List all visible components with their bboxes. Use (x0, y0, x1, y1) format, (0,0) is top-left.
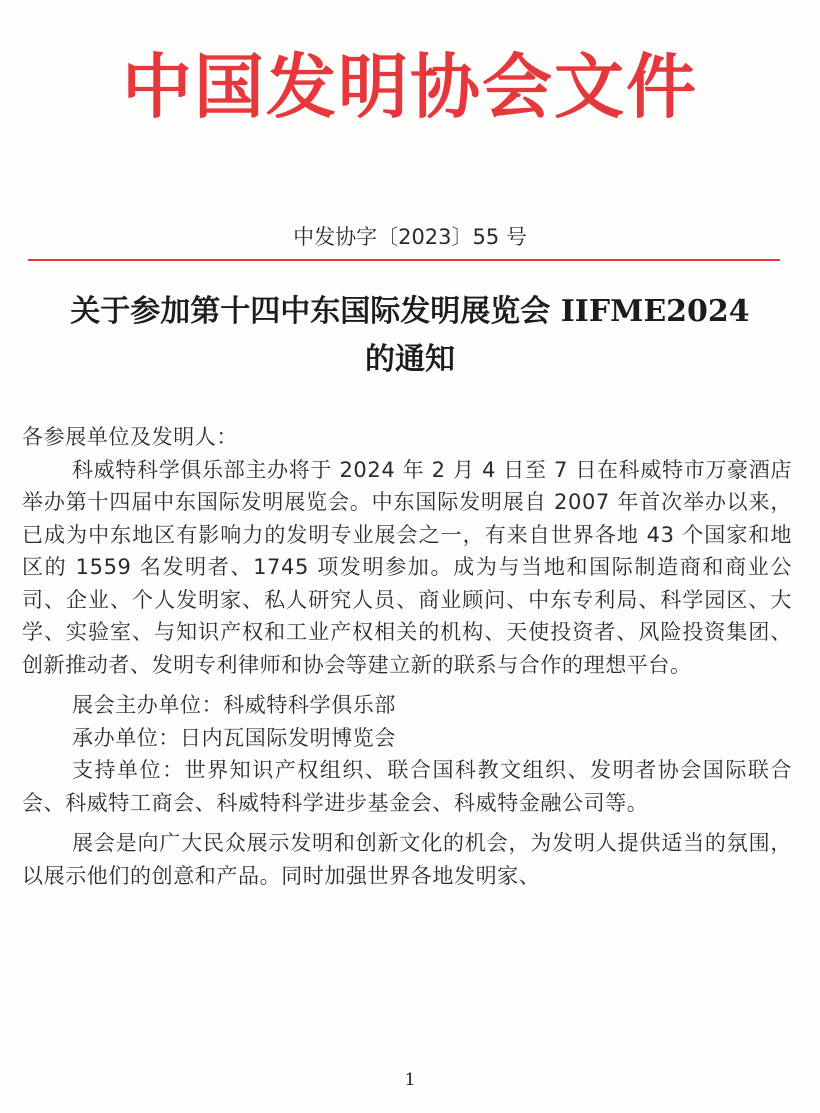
salutation: 各参展单位及发明人： (22, 425, 238, 449)
notice-title (10, 288, 810, 384)
paragraph-undertaker: 承办单位：日内瓦国际发明博览会 (72, 725, 396, 750)
paragraph-supporters: 支持单位：世界知识产权组织、联合国科教文组织、发明者协会国际联合会、科威特工商会、科威特科学进步基金会、科威特金融公司等。 (22, 758, 792, 815)
paragraph-intro: 科威特科学俱乐部主办将于 2024 年 2 月 4 日至 7 日在科威特市万豪酒店举办第十四届中东国际发明展览会。中东国际发明展自 2007 年首次举办以来，已成为中东地区有影响力的发明专业展会之一，有来自世界各地 43 个国家和地区的 1559 名发明者、1745 项发明参加。成为与当地和国际制造商和商业公司、企业、个人发明家、私人研究人员、商业顾问、中东专利局、科学园区、大学、实验室、与知识产权和工业产权相关的机构、天使投资者、风险投资集团、创新推动者、发明专利律师和协会等建立新的联系与合作的理想平台。 (22, 457, 792, 677)
paragraph-organizer: 展会主办单位：科威特科学俱乐部 (72, 693, 396, 717)
notice-title-line-1: 关于参加第十四中东国际发明展览会 IIFME2024 (70, 294, 750, 329)
notice-title-line-2: 的通知 (365, 342, 455, 377)
document-body (22, 421, 792, 892)
masthead-title: 中国发明协会文件 (122, 45, 698, 128)
page-number: 1 (404, 1070, 416, 1090)
paragraph-purpose: 展会是向广大民众展示发明和创新文化的机会，为发明人提供适当的氛围，以展示他们的创意和产品。同时加强世界各地发明家、 (22, 831, 792, 888)
document-number: 中发协字〔2023〕55 号 (293, 225, 527, 249)
red-divider-line (28, 259, 780, 261)
